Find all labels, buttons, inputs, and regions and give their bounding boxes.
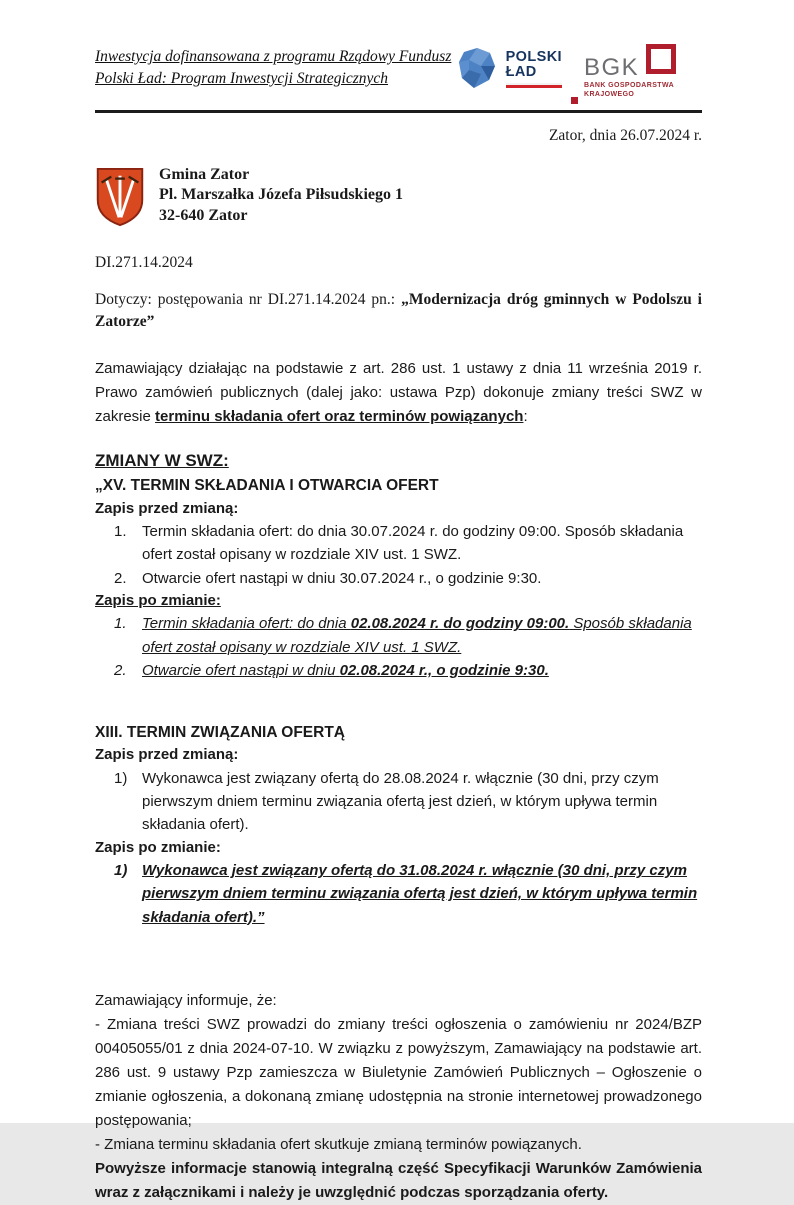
item-marker: 2.	[114, 569, 127, 587]
item-text	[142, 612, 702, 659]
funding-note: Inwestycja dofinansowana z programu Rządowy Fundusz Polski Ład: Program Inwestycji Strategicznych	[95, 48, 452, 87]
closing-emphasis: Powyższe informacje stanowią integralną część Specyfikacji Warunków Zamówienia wraz z załącznikami i należy je uwzględnić podczas sporządzania oferty.	[95, 1159, 702, 1201]
xiii-before-list	[95, 767, 702, 837]
item-text: Termin składania ofert: do dnia 30.07.2024 r. do godziny 09:00. Sposób składania ofert został opisany w rozdziale XIV ust. 1 SWZ.	[142, 523, 684, 564]
sender-block	[95, 165, 702, 232]
sender-address	[159, 165, 403, 227]
bgk-subtitle: BANK GOSPODARSTWA KRAJOWEGO	[584, 82, 674, 98]
item-run-bold: 02.08.2024 r., o godzinie 9:30.	[339, 661, 549, 679]
xiii-before-label: Zapis przed zmianą:	[95, 746, 239, 764]
section-xiii-title: XIII. TERMIN ZWIĄZANIA OFERTĄ	[95, 724, 345, 742]
xiii-after-list	[95, 859, 702, 929]
spacer	[95, 682, 702, 718]
item-run-bold: 02.08.2024 r. do godziny 09:00.	[350, 615, 570, 633]
bgk-abbr: BGK	[584, 54, 640, 81]
closing-block	[95, 989, 702, 1205]
section-xv-title: „XV. TERMIN SKŁADANIA I OTWARCIA OFERT	[95, 477, 439, 495]
list-item	[95, 612, 702, 659]
subject-title: „Modernizacja dróg gminnych w Podolszu i Zatorze”	[95, 290, 702, 330]
bgk-square-icon	[646, 44, 676, 74]
polski-label: POLSKI	[505, 49, 562, 65]
item-text: Wykonawca jest związany ofertą do 28.08.2024 r. włącznie (30 dni, przy czym pierwszym dniem terminu związania ofertą jest dzień, w którym upływa termin składania ofert).	[142, 769, 659, 834]
intro-paragraph	[95, 357, 702, 429]
sender-name: Gmina Zator	[159, 165, 250, 183]
bgk-dot-icon	[571, 97, 578, 104]
spacer	[95, 965, 702, 989]
xiii-after-label: Zapis po zmianie:	[95, 838, 221, 856]
item-marker: 1)	[114, 769, 128, 787]
item-marker: 1)	[114, 862, 128, 880]
xv-before-label: Zapis przed zmianą:	[95, 499, 239, 517]
bgk-logo	[584, 54, 702, 100]
list-item	[95, 659, 702, 682]
date-line: Zator, dnia 26.07.2024 r.	[548, 126, 702, 144]
header-divider	[95, 110, 702, 113]
closing-item-1: - Zmiana treści SWZ prowadzi do zmiany treści ogłoszenia o zamówieniu nr 2024/BZP 00405055/01 z dnia 2024-07-10. W związku z powyższym, Zamawiający na podstawie art. 286 ust. 9 ustawy Pzp zamieszcza w Biuletynie Zamówień Publicznych – Ogłoszenie o zmianie ogłoszenia, a dokonaną zmianę udostępnia na stronie internetowej prowadzonego postępowania;	[95, 1015, 702, 1129]
changes-heading: ZMIANY W SWZ:	[95, 451, 229, 471]
item-marker: 2.	[114, 661, 127, 679]
item-marker: 1.	[114, 615, 127, 633]
subject-prefix: Dotyczy: postępowania nr DI.271.14.2024 pn.:	[95, 290, 402, 308]
closing-item-2: - Zmiana terminu składania ofert skutkuje zmianą terminów powiązanych.	[95, 1135, 582, 1153]
item-text	[142, 659, 702, 682]
xv-after-label: Zapis po zmianie:	[95, 591, 221, 609]
sender-city: 32-640 Zator	[159, 207, 248, 225]
spacer	[95, 929, 702, 965]
closing-intro: Zamawiający informuje, że:	[95, 991, 277, 1009]
intro-tail: :	[523, 408, 528, 426]
item-marker: 1.	[114, 523, 127, 541]
logo-group	[455, 46, 702, 100]
xv-after-list	[95, 612, 702, 682]
list-item	[95, 767, 702, 837]
list-item	[95, 859, 702, 929]
letterhead	[95, 46, 702, 100]
case-reference: DI.271.14.2024	[95, 253, 193, 271]
item-text: Wykonawca jest związany ofertą do 31.08.2024 r. włącznie (30 dni, przy czym pierwszym dniem terminu związania ofertą jest dzień, w którym upływa termin składania ofert).”	[142, 862, 698, 926]
lad-label: ŁAD	[505, 63, 537, 80]
intro-emphasis: terminu składania ofert oraz terminów powiązanych	[155, 408, 524, 426]
subject-line	[95, 289, 702, 334]
polski-lad-logo	[455, 46, 562, 97]
item-run: Termin składania ofert: do dnia	[142, 615, 351, 633]
sender-street: Pl. Marszałka Józefa Piłsudskiego 1	[159, 186, 403, 204]
intro-text: Zamawiający działając na podstawie z art. 286 ust. 1 ustawy z dnia 11 września 2019 r. Prawo zamówień publicznych (dalej jako: ustawa Pzp) dokonuje zmiany treści SWZ w zakresie	[95, 360, 702, 426]
item-run: Sposób składania ofert został opisany w rozdziale XIV ust. 1 SWZ.	[142, 615, 692, 656]
list-item	[95, 520, 702, 567]
xv-before-list	[95, 520, 702, 590]
polski-lad-wordmark	[506, 46, 562, 88]
poland-map-icon	[455, 46, 499, 97]
item-run: Otwarcie ofert nastąpi w dniu	[142, 661, 340, 679]
poland-flag-icon	[506, 83, 562, 88]
zator-coat-of-arms-icon	[95, 167, 145, 232]
item-text: Otwarcie ofert nastąpi w dniu 30.07.2024 r., o godzinie 9:30.	[142, 569, 542, 587]
list-item	[95, 567, 702, 590]
